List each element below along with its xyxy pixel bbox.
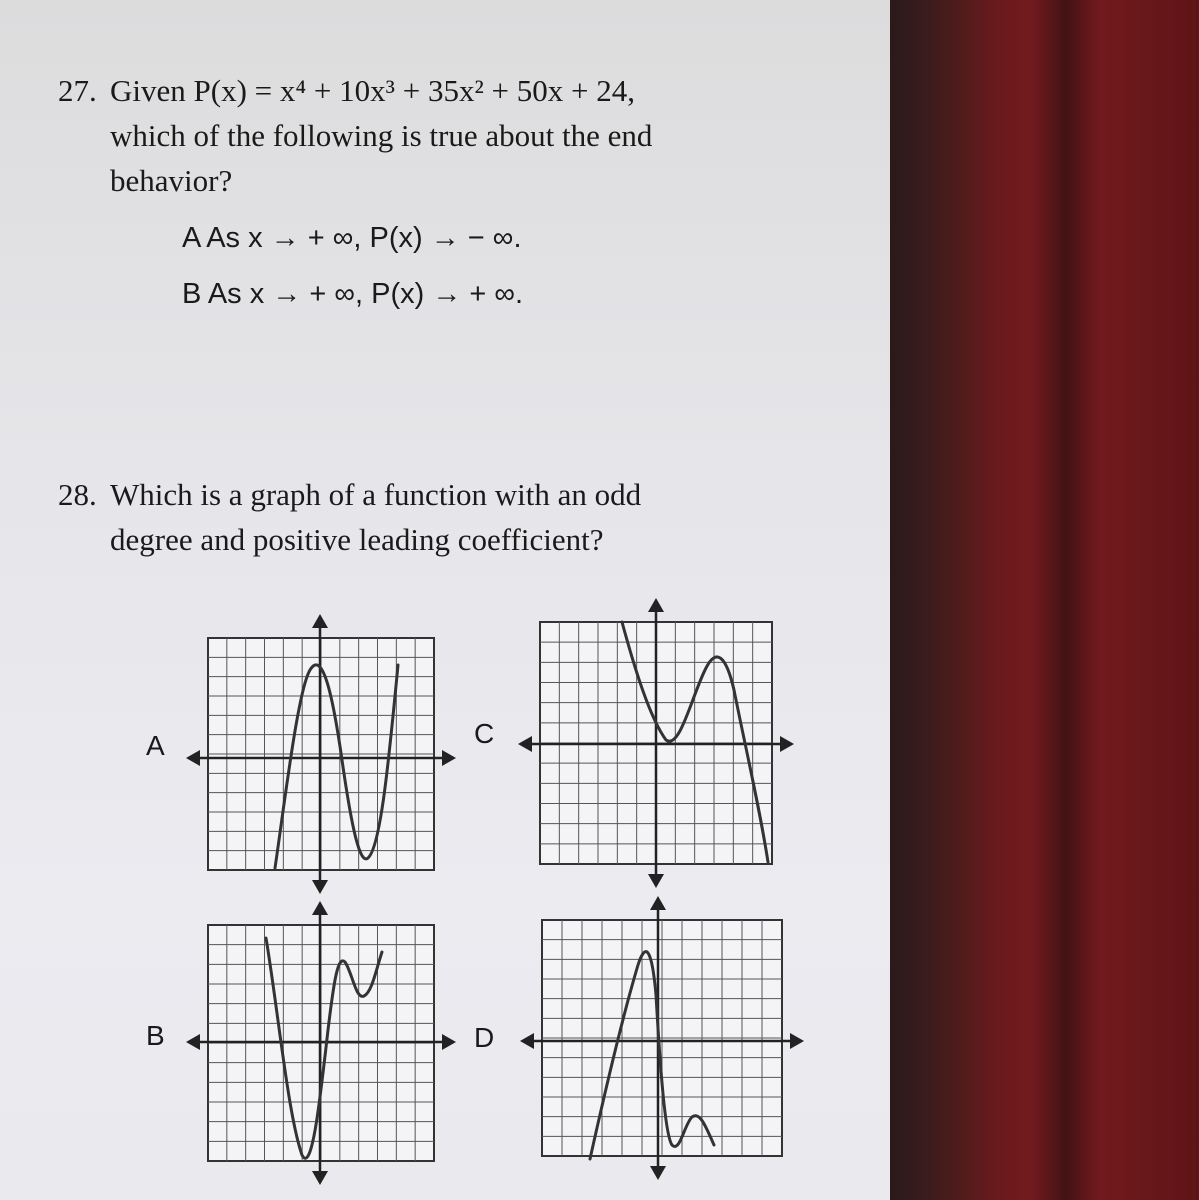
option-a[interactable] (182, 222, 522, 255)
down-arrow-icon (312, 1171, 328, 1185)
down-arrow-icon (648, 874, 664, 888)
up-arrow-icon (312, 901, 328, 915)
question-27 (58, 68, 858, 208)
left-arrow-icon (186, 1034, 200, 1050)
up-arrow-icon (648, 598, 664, 612)
graph-label-d[interactable]: D (474, 1022, 495, 1053)
up-arrow-icon (650, 896, 666, 910)
left-arrow-icon (520, 1033, 534, 1049)
graph-b[interactable] (170, 900, 460, 1190)
graph-label-a[interactable]: A (146, 730, 165, 761)
question-text-line: Which is a graph of a function with an odd (110, 477, 642, 512)
option-letter: B (182, 278, 202, 310)
graph-grid (542, 920, 782, 1156)
option-text: As x → + ∞, P(x) → − ∞. (206, 222, 522, 254)
option-b[interactable] (182, 278, 523, 311)
graph-d[interactable] (510, 895, 810, 1185)
question-text-line: Given P(x) = x⁴ + 10x³ + 35x² + 50x + 24, (110, 73, 635, 108)
graph-a[interactable] (170, 610, 460, 900)
question-text-line: behavior? (110, 163, 233, 198)
up-arrow-icon (312, 614, 328, 628)
graph-label-b[interactable]: B (146, 1020, 165, 1051)
question-number: 28. (58, 477, 97, 512)
question-28 (58, 472, 858, 567)
option-letter: A (182, 222, 200, 254)
graph-label-c[interactable]: C (474, 718, 495, 749)
down-arrow-icon (650, 1166, 666, 1180)
left-arrow-icon (518, 736, 532, 752)
question-text-line: degree and positive leading coefficient? (110, 522, 604, 557)
question-number: 27. (58, 73, 97, 108)
right-arrow-icon (442, 1034, 456, 1050)
right-arrow-icon (780, 736, 794, 752)
left-arrow-icon (186, 750, 200, 766)
down-arrow-icon (312, 880, 328, 894)
question-text-line: which of the following is true about the end (110, 118, 653, 153)
right-arrow-icon (442, 750, 456, 766)
graph-c[interactable] (510, 600, 810, 890)
right-arrow-icon (790, 1033, 804, 1049)
option-text: As x → + ∞, P(x) → + ∞. (207, 278, 524, 310)
